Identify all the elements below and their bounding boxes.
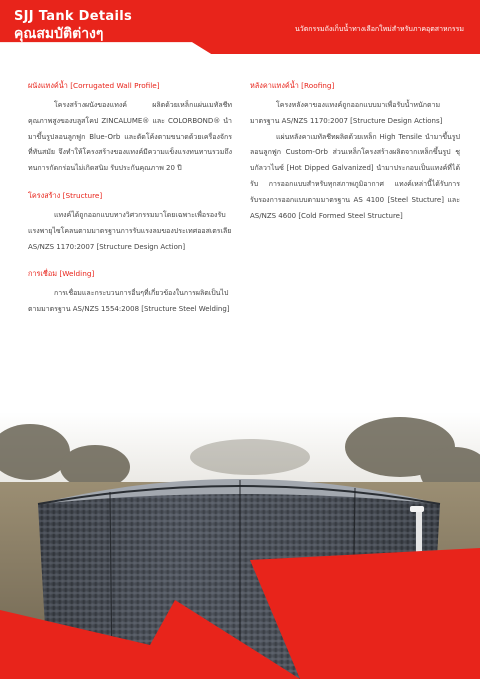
roofing-section [250, 80, 460, 224]
roofing-body-1: โครงหลังคาของแทงค์ถูกออกแบบมาเพื่อรับน้ำหนักตามมาตรฐาน AS/NZS 1170:2007 [Structure Design Actions] [250, 101, 443, 125]
wall-section [28, 80, 232, 177]
roofing-heading: หลังคาแทงค์น้ำ [Roofing] [250, 81, 335, 90]
page-title: SJJ Tank Details [14, 9, 132, 24]
structure-body: แทงค์ได้ถูกออกแบบทางวิศวกรรมมาโดยเฉพาะเพื่อรองรับแรงพายุไซโคลนตามมาตรฐานการรับแรงลมของประเทศออสเตรเลีย AS/NZS 1170:2007 [Structure Design Action] [28, 210, 232, 251]
structure-section [28, 190, 232, 255]
right-column [250, 80, 460, 237]
page-subtitle: คุณสมบัติต่างๆ [14, 26, 104, 42]
left-column [28, 80, 232, 331]
welding-body: การเชื่อมและกระบวนการอื่นๆที่เกี่ยวข้องในการผลิตเป็นไปตามมาตรฐาน AS/NZS 1554:2008 [Structure Steel Welding] [28, 289, 230, 314]
wall-body: โครงสร้างผนังของแทงค์ ผลิตด้วยเหล็กแผ่นเมทัลชีท คุณภาพสูงของบลูสโคป ZINCALUME® และ COLORBOND® นำมาขึ้นรูปลอนลูกฟูก Blue-Orb และตัดโค้งตามขนาดด้วยเครื่องจักรที่ทันสมัย จึงทำให้โครงสร้างของแทงค์มีความแข็งแรงทนทานรวมถึงทนการกัดกร่อนไม่เกิดสนิม รับประกันคุณภาพ 20 ปี [28, 101, 232, 173]
structure-heading: โครงสร้าง [Structure] [28, 190, 103, 200]
roofing-body-2: แผ่นหลังคาเมทัลชีทผลิตด้วยเหล็ก High Tensile นำมาขึ้นรูปลอนลูกฟูก Custom-Orb ส่วนเหล็กโครงสร้างผลิตจากเหล็กขึ้นรูป ชุบกัลวาไนซ์ [Hot Dipped Galvanized] นำมาประกอบเป็นแทงค์ที่ได้รับ การออกแบบสำหรับทุกสภาพภูมิอากาศ แทงค์เหล่านี้ได้รับการรับรองการออกแบบตามมาตรฐาน AS 4100 [Steel Stucture] และ AS/NZS 4600 [Cold Formed Steel Structure] [250, 132, 460, 220]
wall-heading: ผนังแทงค์น้ำ [Corrugated Wall Profile] [28, 81, 160, 90]
tank-photo [0, 412, 480, 679]
page-tagline: นวัตกรรมถังเก็บน้ำทางเลือกใหม่สำหรับภาคอุตสาหกรรม [294, 25, 464, 33]
tank-illustration [0, 412, 480, 679]
welding-heading: การเชื่อม [Welding] [28, 269, 95, 279]
welding-section [28, 268, 232, 318]
